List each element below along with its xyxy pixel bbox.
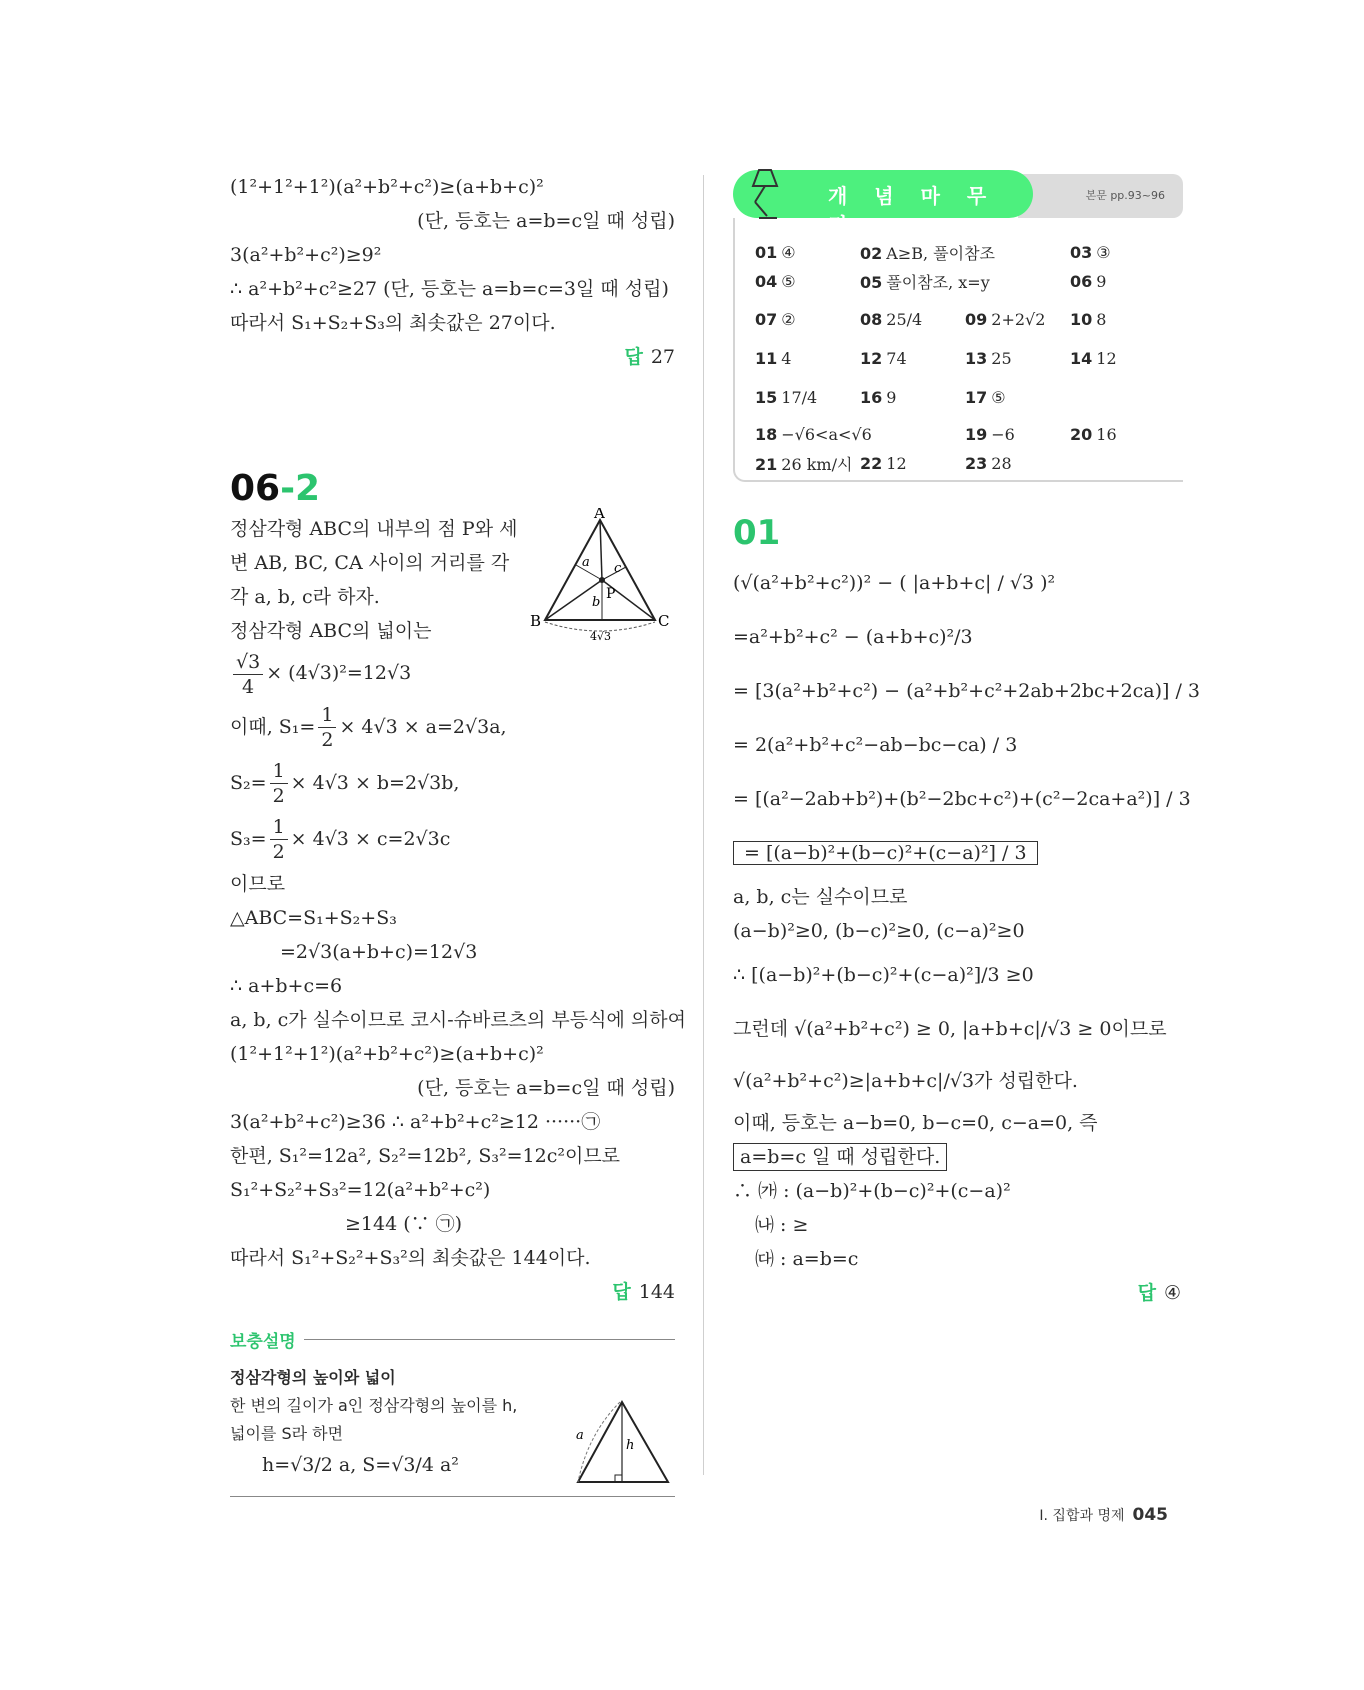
supplement-title-text: 보충설명 — [230, 1331, 296, 1352]
text-line: 이므로 — [230, 872, 286, 895]
problem-text: 정삼각형 ABC의 내부의 점 P와 세 — [230, 518, 518, 540]
supplement-rule — [304, 1339, 675, 1340]
supplement-title — [230, 1327, 675, 1352]
text-line: 따라서 S₁+S₂+S₃의 최솟값은 27이다. — [230, 312, 556, 334]
solution-line — [733, 826, 1181, 880]
problem-text: 각 a, b, c라 하자. — [230, 586, 380, 608]
answer-cell: 01 ④ — [755, 243, 796, 262]
answer-grid — [755, 238, 1175, 478]
answer-cell: 19 −6 — [965, 425, 1015, 444]
text-line: (1²+1²+1²)(a²+b²+c²)≥(a+b+c)² — [230, 1042, 544, 1065]
text-line: a, b, c가 실수이므로 코시-슈바르츠의 부등식에 의하여 — [230, 1008, 686, 1031]
answer-cell: 05 풀이참조, x=y — [860, 273, 990, 292]
denominator: 4 — [242, 675, 255, 698]
label-A: A — [594, 508, 605, 522]
supplement-bottom-rule — [230, 1496, 675, 1498]
text-line: 3(a²+b²+c²)≥36 ∴ a²+b²+c²≥12 ······㉠ — [230, 1110, 601, 1133]
problem-number — [230, 466, 675, 512]
answer-row — [755, 374, 1175, 420]
answer-cell: 15 17/4 — [755, 387, 818, 407]
denominator: 2 — [321, 729, 334, 751]
answer-line — [230, 1275, 675, 1309]
area-equation: × (4√3)²=12√3 — [266, 662, 412, 684]
answer-cell: 08 25/4 — [860, 309, 923, 329]
concept-review-box — [733, 170, 1181, 480]
text-line: △ABC=S₁+S₂+S₃ — [230, 906, 397, 929]
fraction — [270, 815, 288, 864]
label-a: a — [576, 1427, 584, 1443]
concept-banner-text: 개 념 마 무 리 — [828, 184, 997, 237]
answer-cell: 03 ③ — [1070, 243, 1111, 262]
page-footer — [1039, 1505, 1168, 1525]
answer-cell: 11 4 — [755, 348, 792, 368]
numerator: 1 — [318, 703, 336, 728]
reference-text: 본문 pp.93~96 — [1085, 189, 1165, 202]
answer-cell: 14 12 — [1070, 348, 1117, 368]
s3-prefix: S₃= — [230, 827, 267, 850]
numerator: 1 — [270, 759, 288, 784]
answer-row — [755, 342, 1175, 374]
numerator: √3 — [233, 650, 263, 675]
answer-cell: 16 9 — [860, 387, 897, 407]
column-divider — [703, 175, 704, 1475]
s1-line — [230, 699, 675, 755]
solution-line: a, b, c는 실수이므로 — [733, 886, 908, 908]
s2-prefix: S₂= — [230, 771, 267, 794]
solution-line: (a−b)²≥0, (b−c)²≥0, (c−a)²≥0 — [733, 920, 1025, 942]
blank-box-da: a=b=c 일 때 성립한다. — [733, 1143, 947, 1171]
answer-value: ④ — [1163, 1282, 1181, 1304]
solution-line: = [(a²−2ab+b²)+(b²−2bc+c²)+(c²−2ca+a²)] / 3 — [733, 788, 1191, 810]
answer-cell: 02 A≥B, 풀이참조 — [860, 244, 995, 263]
s3-rest: × 4√3 × c=2√3c — [290, 827, 451, 850]
triangle-diagram — [530, 508, 680, 643]
answer-value: 144 — [638, 1280, 675, 1303]
text-line: 따라서 S₁²+S₂²+S₃²의 최솟값은 144이다. — [230, 1246, 591, 1269]
answer-cell: 22 12 — [860, 454, 907, 473]
solution-line: = 2(a²+b²+c²−ab−bc−ca) / 3 — [733, 734, 1018, 756]
answer-cell: 23 28 — [965, 454, 1012, 473]
solution-line — [733, 1140, 1181, 1174]
solution-line: ㈏ : ≥ — [755, 1214, 809, 1236]
answer-cell: 18 −√6<a<√6 — [755, 425, 872, 444]
denominator: 2 — [272, 841, 285, 863]
answer-cell: 17 ⑤ — [965, 387, 1006, 407]
label-a: a — [582, 555, 590, 570]
supplement-heading: 정삼각형의 높이와 넓이 — [230, 1367, 396, 1387]
s3-line — [230, 811, 675, 867]
answer-line — [733, 1276, 1181, 1310]
text-line: 한편, S₁²=12a², S₂²=12b², S₃²=12c²이므로 — [230, 1144, 621, 1167]
height-triangle-diagram — [570, 1394, 675, 1489]
solution-line: (√(a²+b²+c²))² − ( |a+b+c| / √3 )² — [733, 572, 1056, 594]
solution-line: =a²+b²+c² − (a+b+c)²/3 — [733, 626, 973, 648]
text-line: (단, 등호는 a=b=c일 때 성립) — [417, 1076, 675, 1099]
solution-line: ㈐ : a=b=c — [755, 1248, 859, 1270]
label-h: h — [626, 1437, 635, 1453]
label-side: 4√3 — [590, 630, 612, 643]
right-column — [733, 170, 1201, 1310]
fraction — [233, 650, 263, 699]
problem-text: 변 AB, BC, CA 사이의 거리를 각 — [230, 552, 510, 574]
label-B: B — [530, 612, 542, 630]
text-line: 3(a²+b²+c²)≥9² — [230, 244, 382, 266]
supplement-formula: h=√3/2 a, S=√3/4 a² — [262, 1453, 459, 1476]
problem-number-sub: -2 — [280, 468, 321, 509]
text-line: ∴ a²+b²+c²≥27 (단, 등호는 a=b=c=3일 때 성립) — [230, 278, 669, 300]
text-line: ≥144 (∵ ㉠) — [345, 1212, 463, 1235]
label-P: P — [606, 586, 616, 602]
fraction — [270, 759, 288, 808]
answer-cell: 20 16 — [1070, 425, 1117, 444]
problem-text: 정삼각형 ABC의 넓이는 — [230, 620, 432, 642]
answer-line — [230, 340, 675, 374]
answer-row — [755, 420, 1175, 449]
answer-tag: 답 — [1137, 1282, 1156, 1304]
solution-line: 그런데 √(a²+b²+c²) ≥ 0, |a+b+c|/√3 ≥ 0이므로 — [733, 1018, 1167, 1040]
answer-cell: 21 26 km/시 — [755, 455, 853, 474]
blank-box-ga: = [(a−b)²+(b−c)²+(c−a)²] / 3 — [733, 841, 1038, 865]
answer-cell: 10 8 — [1070, 309, 1107, 329]
solution-number: 01 — [733, 513, 781, 553]
supplement-text: 넓이를 S라 하면 — [230, 1423, 344, 1443]
lamp-icon — [741, 166, 785, 222]
answer-cell: 06 9 — [1070, 272, 1107, 291]
answer-row — [755, 296, 1175, 342]
answer-cell: 09 2+2√2 — [965, 309, 1046, 329]
reference-tab — [1018, 174, 1183, 218]
answer-row — [755, 267, 1175, 296]
solution-line: ∴ ㈎ : (a−b)²+(b−c)²+(c−a)² — [733, 1180, 1011, 1202]
denominator: 2 — [272, 785, 285, 807]
answer-row — [755, 238, 1175, 267]
text-line: =2√3(a+b+c)=12√3 — [280, 940, 478, 963]
answer-cell: 07 ② — [755, 309, 796, 329]
supplement-text: 한 변의 길이가 a인 정삼각형의 높이를 h, — [230, 1395, 518, 1415]
label-c: c — [614, 561, 622, 576]
answer-cell: 12 74 — [860, 348, 907, 368]
solution-line: ∴ [(a−b)²+(b−c)²+(c−a)²]/3 ≥0 — [733, 964, 1034, 986]
text-line: S₁²+S₂²+S₃²=12(a²+b²+c²) — [230, 1178, 491, 1201]
label-b: b — [592, 595, 601, 610]
chapter-label: Ⅰ. 집합과 명제 — [1039, 1508, 1125, 1524]
answer-value: 27 — [650, 346, 675, 368]
solution-line: √(a²+b²+c²)≥|a+b+c|/√3가 성립한다. — [733, 1070, 1078, 1092]
text-line: (단, 등호는 a=b=c일 때 성립) — [417, 210, 675, 232]
label-C: C — [658, 612, 670, 630]
fraction — [318, 703, 336, 752]
area-line — [230, 648, 675, 699]
solution-line: = [3(a²+b²+c²) − (a²+b²+c²+2ab+2bc+2ca)] / 3 — [733, 680, 1201, 702]
s2-rest: × 4√3 × b=2√3b, — [290, 771, 460, 794]
text-line: (1²+1²+1²)(a²+b²+c²)≥(a+b+c)² — [230, 176, 544, 198]
answer-cell: 13 25 — [965, 348, 1012, 368]
problem-number-main: 06 — [230, 468, 281, 509]
page-number: 045 — [1132, 1505, 1168, 1525]
numerator: 1 — [270, 815, 288, 840]
solution-line: 이때, 등호는 a−b=0, b−c=0, c−a=0, 즉 — [733, 1112, 1098, 1134]
s2-line — [230, 755, 675, 811]
answer-tag: 답 — [612, 1280, 631, 1303]
s1-prefix: 이때, S₁= — [230, 715, 316, 738]
answer-cell: 04 ⑤ — [755, 272, 796, 291]
text-line: ∴ a+b+c=6 — [230, 974, 343, 997]
s1-rest: × 4√3 × a=2√3a, — [339, 715, 507, 738]
answer-row — [755, 449, 1175, 478]
answer-tag: 답 — [624, 346, 643, 368]
concept-banner — [733, 170, 1033, 237]
left-column — [230, 170, 686, 1497]
